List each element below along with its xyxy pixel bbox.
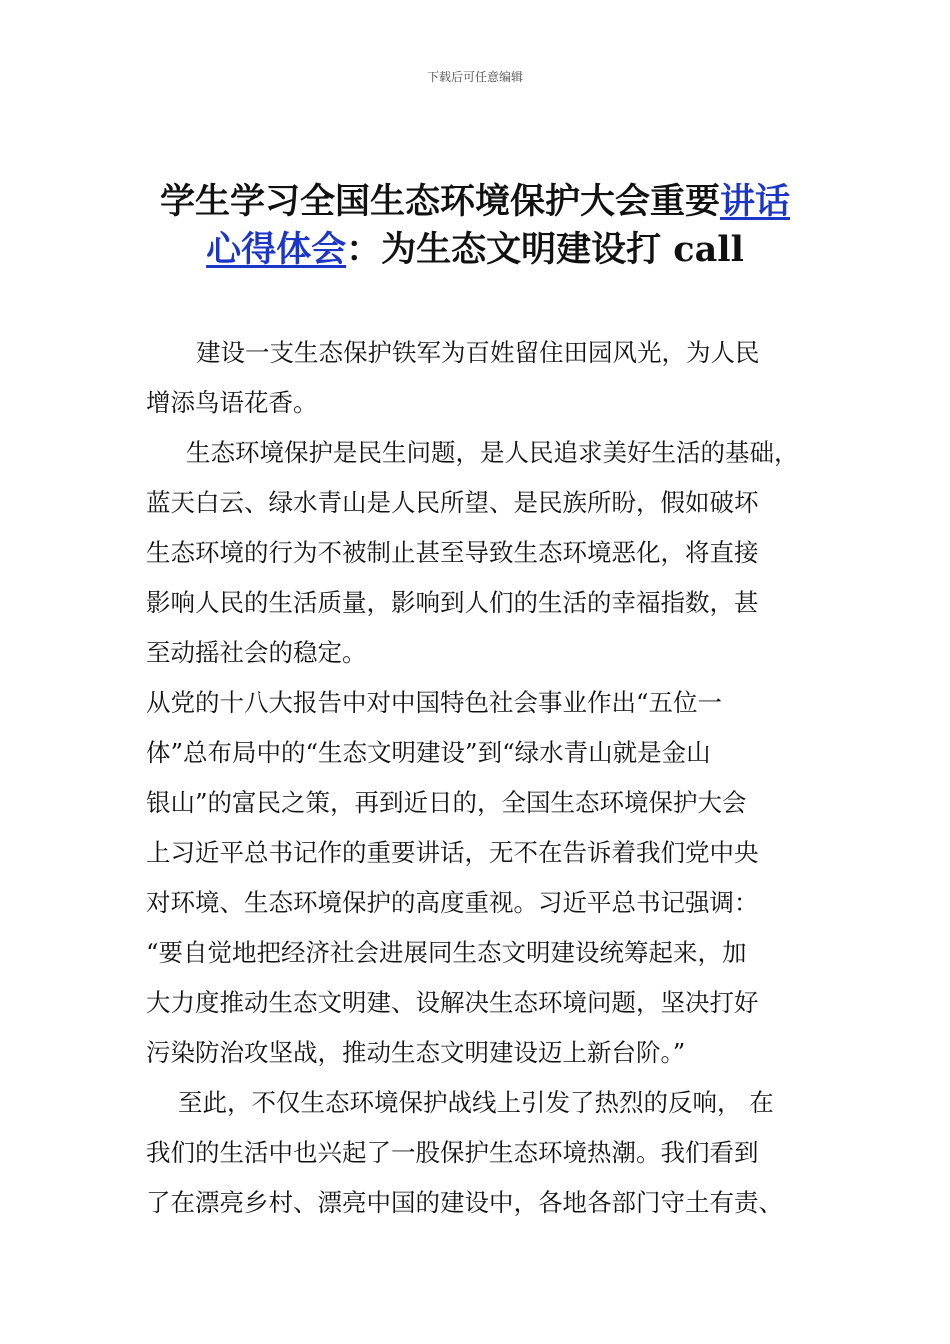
- body-line: 对环境、生态环境保护的高度重视。习近平总书记强调：: [146, 888, 759, 917]
- body-line: 污染防治攻坚战，推动生态文明建设迈上新台阶。”: [146, 1038, 686, 1067]
- body-line: 从党的十八大报告中对中国特色社会事业作出“五位一: [146, 688, 723, 717]
- body-line: 至动摇社会的稳定。: [146, 638, 367, 667]
- page-header-note: 下载后可任意编辑: [426, 70, 523, 84]
- body-line: 至此，不仅生态环境保护战线上引发了热烈的反响， 在: [178, 1088, 774, 1117]
- title-text-start: 学生学习全国生态环境保护大会重要: [159, 181, 720, 222]
- body-line: 银山”的富民之策，再到近日的，全国生态环境保护大会: [146, 788, 747, 817]
- body-line: 蓝天白云、绿水青山是人民所望、是民族所盼，假如破坏: [146, 488, 759, 517]
- title-link-speech[interactable]: 讲话: [720, 181, 791, 222]
- body-line: 上习近平总书记作的重要讲话，无不在告诉着我们党中央: [146, 838, 759, 867]
- body-line: “要自觉地把经济社会进展同生态文明建设统筹起来，加: [146, 938, 747, 967]
- body-line: 生态环境的行为不被制止甚至导致生态环境恶化，将直接: [146, 538, 759, 567]
- body-line: 大力度推动生态文明建、设解决生态环境问题，坚决打好: [146, 988, 759, 1017]
- body-line: 生态环境保护是民生问题，是人民追求美好生活的基础，: [186, 438, 799, 467]
- body-line: 建设一支生态保护铁军为百姓留住田园风光，为人民: [196, 338, 760, 367]
- title-link-reflections[interactable]: 心得体会: [206, 229, 347, 270]
- document-title: [110, 178, 840, 274]
- title-text-end: ：为生态文明建设打 call: [346, 229, 744, 270]
- body-line: 了在漂亮乡村、漂亮中国的建设中，各地各部门守土有责、: [146, 1188, 783, 1217]
- body-line: 增添鸟语花香。: [146, 388, 318, 417]
- body-line: 体”总布局中的“生态文明建设”到“绿水青山就是金山: [146, 738, 711, 767]
- body-line: 影响人民的生活质量，影响到人们的生活的幸福指数，甚: [146, 588, 759, 617]
- body-line: 我们的生活中也兴起了一股保护生态环境热潮。我们看到: [146, 1138, 759, 1167]
